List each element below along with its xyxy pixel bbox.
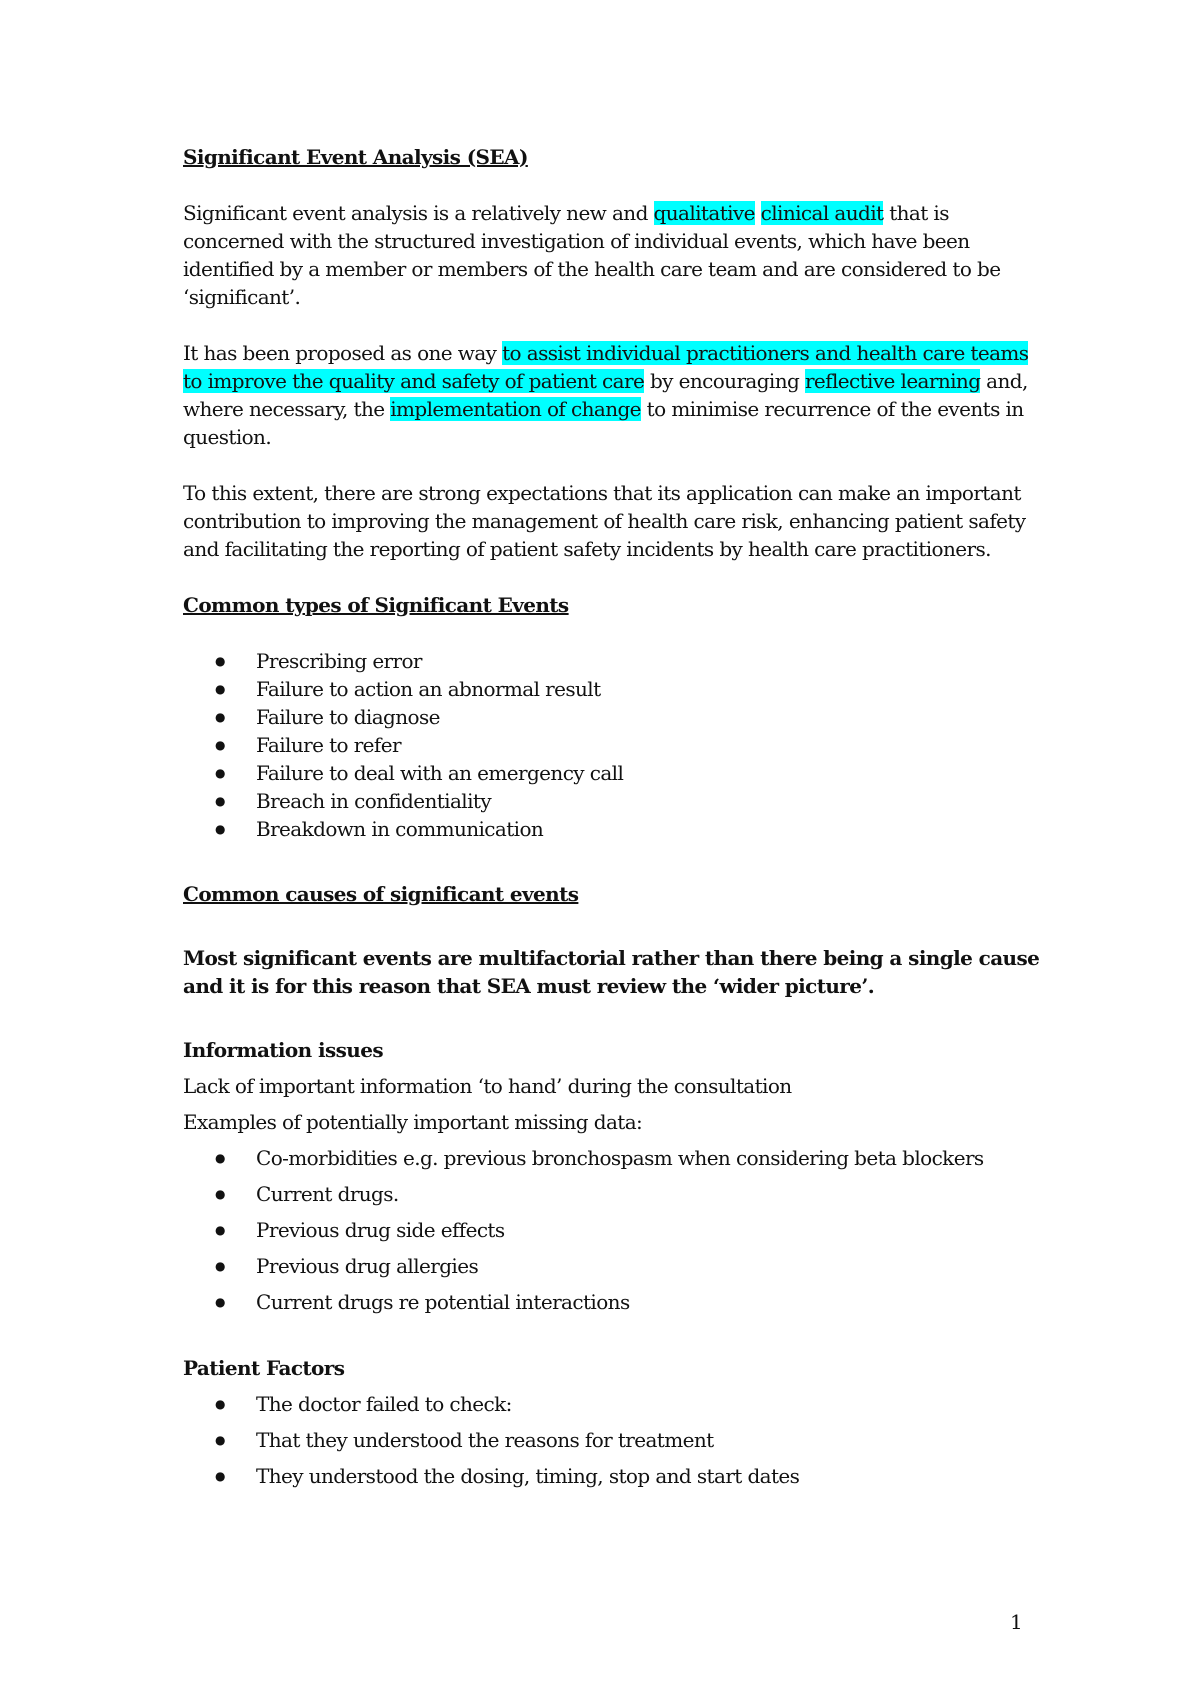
list-item: ● That they understood the reasons for treatment bbox=[183, 1422, 1043, 1458]
causes-heading: Common causes of significant events bbox=[183, 882, 579, 906]
text-run bbox=[755, 201, 761, 225]
list-item: ● Failure to deal with an emergency call bbox=[183, 759, 1043, 787]
types-list bbox=[183, 647, 1043, 843]
list-item: ● Current drugs. bbox=[183, 1176, 1043, 1212]
list-item: ● Prescribing error bbox=[183, 647, 1043, 675]
list-item: ● Previous drug side effects bbox=[183, 1212, 1043, 1248]
information-heading: Information issues bbox=[183, 1038, 384, 1062]
patient-heading: Patient Factors bbox=[183, 1356, 345, 1380]
intro-paragraph-1 bbox=[183, 199, 1043, 311]
highlight-assist-practitioners: to assist individual practitioners and health care teams to improve the quality and safety of patient care bbox=[183, 341, 1029, 393]
information-line-2: Examples of potentially important missing data: bbox=[183, 1110, 643, 1134]
list-item: ● They understood the dosing, timing, stop and start dates bbox=[183, 1458, 1043, 1494]
list-item: ● Failure to diagnose bbox=[183, 703, 1043, 731]
list-item: ● Breakdown in communication bbox=[183, 815, 1043, 843]
document-title: Significant Event Analysis (SEA) bbox=[183, 145, 528, 169]
document-page bbox=[183, 143, 1043, 1494]
text-run: Significant event analysis is a relatively new and bbox=[183, 201, 654, 225]
text-run: It has been proposed as one way bbox=[183, 341, 503, 365]
text-run: that is concerned with the structured investigation of individual events, which have been identified by a member or members of the health care team and are considered to be ‘significant’. bbox=[183, 201, 1001, 309]
list-item: ● Failure to refer bbox=[183, 731, 1043, 759]
list-item: ● Breach in confidentiality bbox=[183, 787, 1043, 815]
page-number: 1 bbox=[1010, 1610, 1023, 1634]
intro-paragraph-2 bbox=[183, 339, 1043, 451]
intro-paragraph-3: To this extent, there are strong expectations that its application can make an important contribution to improving the management of health care risk, enhancing patient safety and facilitating the reporting of patient safety incidents by health care practitioners. bbox=[183, 481, 1026, 561]
text-run: to minimise recurrence of the events in question. bbox=[183, 397, 1024, 449]
highlight-qualitative: qualitative bbox=[653, 201, 755, 225]
list-item: ● Previous drug allergies bbox=[183, 1248, 1043, 1284]
list-item: ● Failure to action an abnormal result bbox=[183, 675, 1043, 703]
causes-statement: Most significant events are multifactorial rather than there being a single cause and it is for this reason that SEA must review the ‘wider picture’. bbox=[183, 946, 1040, 998]
highlight-reflective-learning: reflective learning bbox=[804, 369, 981, 393]
text-run: by encouraging bbox=[644, 369, 805, 393]
patient-list bbox=[183, 1386, 1043, 1494]
list-item: ● The doctor failed to check: bbox=[183, 1386, 1043, 1422]
highlight-clinical-audit: clinical audit bbox=[760, 201, 884, 225]
information-line-1: Lack of important information ‘to hand’ during the consultation bbox=[183, 1074, 792, 1098]
highlight-implementation-of-change: implementation of change bbox=[390, 397, 641, 421]
list-item: ● Co-morbidities e.g. previous bronchospasm when considering beta blockers bbox=[183, 1140, 1043, 1176]
types-heading: Common types of Significant Events bbox=[183, 593, 569, 617]
information-list bbox=[183, 1140, 1043, 1320]
list-item: ● Current drugs re potential interactions bbox=[183, 1284, 1043, 1320]
text-run: and, where necessary, the bbox=[183, 369, 1028, 421]
